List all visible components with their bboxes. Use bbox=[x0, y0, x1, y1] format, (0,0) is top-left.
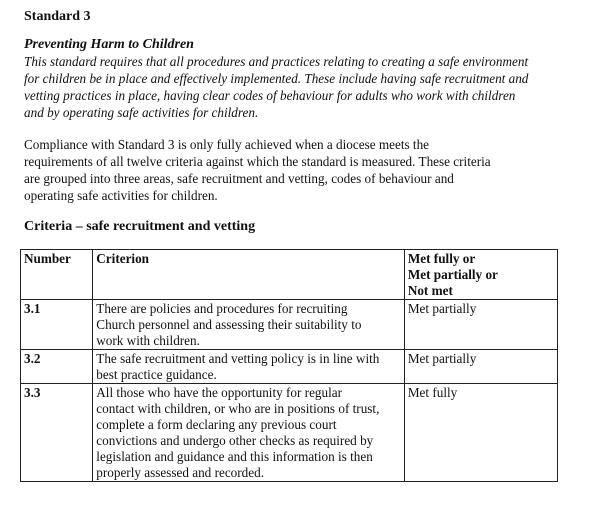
criteria-table bbox=[20, 249, 558, 482]
header-criterion: Criterion bbox=[93, 250, 405, 300]
criterion-line: best practice guidance. bbox=[96, 367, 217, 382]
criterion-line: convictions and undergo other checks as required by bbox=[96, 433, 374, 448]
table-row bbox=[21, 300, 558, 350]
table-row bbox=[21, 350, 558, 384]
row-criterion bbox=[93, 350, 405, 384]
row-criterion bbox=[93, 300, 405, 350]
header-met-line: Met fully or bbox=[407, 251, 476, 266]
header-met-line: Not met bbox=[407, 283, 453, 298]
row-met-status: Met partially bbox=[404, 300, 557, 350]
header-number: Number bbox=[21, 250, 93, 300]
intro-line: and by operating safe activities for children. bbox=[24, 105, 259, 120]
row-criterion bbox=[93, 384, 405, 482]
standard-subtitle: Preventing Harm to Children bbox=[24, 37, 194, 52]
intro-paragraph bbox=[24, 53, 584, 121]
compliance-line: requirements of all twelve criteria against which the standard is measured. These criteria bbox=[24, 154, 491, 169]
criterion-line: work with children. bbox=[96, 333, 200, 348]
criterion-line: properly assessed and recorded. bbox=[96, 465, 264, 480]
table-header-row bbox=[21, 250, 558, 300]
criterion-line: contact with children, or who are in positions of trust, bbox=[96, 401, 380, 416]
criterion-line: All those who have the opportunity for regular bbox=[96, 385, 343, 400]
intro-line: This standard requires that all procedures and practices relating to creating a safe environment bbox=[24, 54, 529, 69]
compliance-paragraph bbox=[24, 136, 584, 204]
standard-heading: Standard 3 bbox=[24, 9, 91, 24]
intro-line: for children be in place and effectively implemented. These include having safe recruitment and bbox=[24, 71, 529, 86]
compliance-line: are grouped into three areas, safe recruitment and vetting, codes of behaviour and bbox=[24, 171, 454, 186]
row-number: 3.1 bbox=[21, 300, 93, 350]
document-page bbox=[24, 8, 584, 235]
row-number: 3.3 bbox=[21, 384, 93, 482]
compliance-line: Compliance with Standard 3 is only fully achieved when a diocese meets the bbox=[24, 137, 430, 152]
row-met-status: Met fully bbox=[404, 384, 557, 482]
criterion-line: The safe recruitment and vetting policy is in line with bbox=[96, 351, 380, 366]
criterion-line: complete a form declaring any previous court bbox=[96, 417, 337, 432]
intro-line: vetting practices in place, having clear codes of behaviour for adults who work with children bbox=[24, 88, 516, 103]
criterion-line: legislation and guidance and this information is then bbox=[96, 449, 373, 464]
row-number: 3.2 bbox=[21, 350, 93, 384]
table-row bbox=[21, 384, 558, 482]
header-met-status bbox=[404, 250, 557, 300]
header-met-line: Met partially or bbox=[407, 267, 498, 282]
row-met-status: Met partially bbox=[404, 350, 557, 384]
compliance-line: operating safe activities for children. bbox=[24, 188, 218, 203]
criterion-line: Church personnel and assessing their suitability to bbox=[96, 317, 362, 332]
criteria-section-title: Criteria – safe recruitment and vetting bbox=[24, 219, 256, 234]
criterion-line: There are policies and procedures for recruiting bbox=[96, 301, 348, 316]
